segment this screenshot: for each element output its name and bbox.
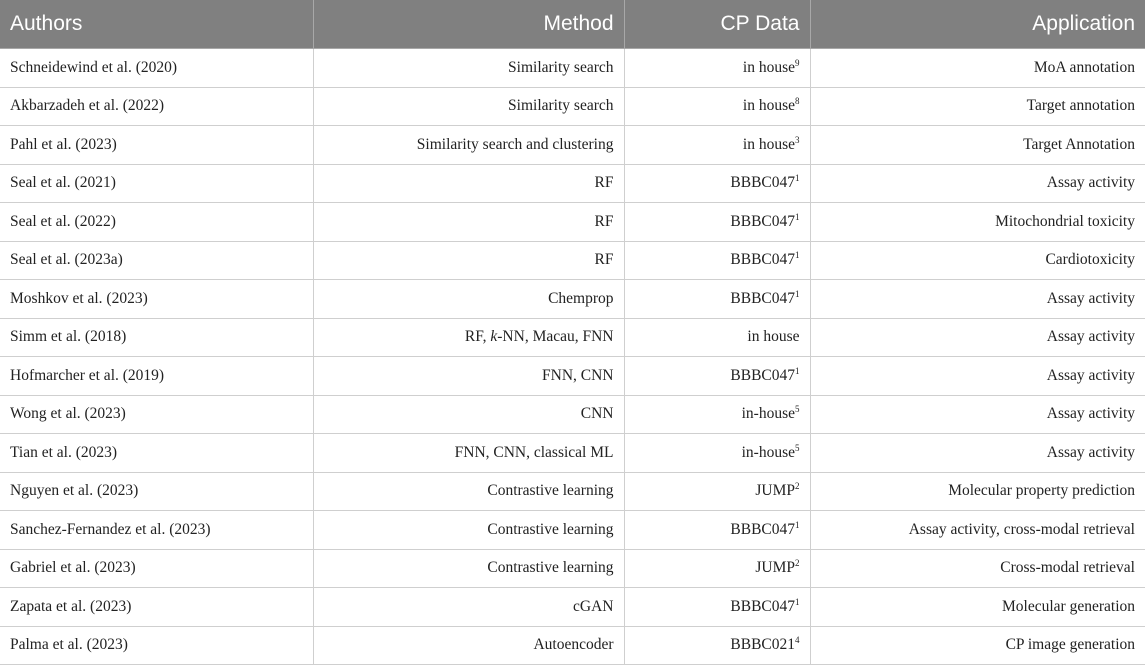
cell-cp-data (624, 395, 810, 434)
cell-application: Assay activity (810, 280, 1145, 319)
footnote-marker: 4 (795, 635, 800, 646)
cell-method (313, 318, 624, 357)
cp-data-text: BBBC047 (730, 174, 795, 192)
cell-cp-data (624, 357, 810, 396)
cell-cp-data (624, 49, 810, 88)
cp-data-text: BBBC047 (730, 520, 795, 538)
cell-authors: Moshkov et al. (2023) (0, 280, 313, 319)
cp-data-text: BBBC047 (730, 366, 795, 384)
cell-cp-data (624, 434, 810, 473)
table-row (0, 511, 1145, 550)
cell-method: Similarity search (313, 87, 624, 126)
cell-authors: Nguyen et al. (2023) (0, 472, 313, 511)
footnote-marker: 1 (795, 211, 800, 222)
cell-cp-data (624, 203, 810, 242)
cell-cp-data (624, 126, 810, 165)
table-row (0, 472, 1145, 511)
cp-data-text: in house (747, 328, 800, 346)
footnote-marker: 5 (795, 404, 800, 415)
cell-application: MoA annotation (810, 49, 1145, 88)
cell-authors: Seal et al. (2023a) (0, 241, 313, 280)
cp-data-text: BBBC047 (730, 251, 795, 269)
cp-data-text: in house (742, 58, 795, 76)
cell-cp-data (624, 588, 810, 627)
header-application: Application (810, 0, 1145, 49)
cell-cp-data (624, 626, 810, 665)
cell-authors: Gabriel et al. (2023) (0, 549, 313, 588)
table-body (0, 49, 1145, 665)
cell-application: Cross-modal retrieval (810, 549, 1145, 588)
cp-data-text: in-house (741, 443, 795, 461)
cell-cp-data (624, 280, 810, 319)
cell-method: Contrastive learning (313, 511, 624, 550)
cell-method: RF (313, 203, 624, 242)
cell-authors: Palma et al. (2023) (0, 626, 313, 665)
cell-cp-data (624, 511, 810, 550)
cell-application: Assay activity (810, 434, 1145, 473)
cell-application: CP image generation (810, 626, 1145, 665)
footnote-marker: 1 (795, 173, 800, 184)
header-authors: Authors (0, 0, 313, 49)
footnote-marker: 1 (795, 250, 800, 261)
cell-authors: Schneidewind et al. (2020) (0, 49, 313, 88)
table-row (0, 126, 1145, 165)
method-text-italic: k (490, 328, 498, 346)
table-row (0, 626, 1145, 665)
table-row (0, 395, 1145, 434)
cell-method: Contrastive learning (313, 549, 624, 588)
table-row (0, 87, 1145, 126)
cell-authors: Tian et al. (2023) (0, 434, 313, 473)
cell-application: Assay activity (810, 164, 1145, 203)
cp-data-text: JUMP (755, 482, 795, 500)
cell-method: FNN, CNN (313, 357, 624, 396)
footnote-marker: 1 (795, 519, 800, 530)
table-row (0, 549, 1145, 588)
cell-cp-data (624, 472, 810, 511)
cell-application: Molecular property prediction (810, 472, 1145, 511)
cell-cp-data (624, 318, 810, 357)
cell-application: Mitochondrial toxicity (810, 203, 1145, 242)
cp-data-text: JUMP (755, 559, 795, 577)
footnote-marker: 1 (795, 288, 800, 299)
table-row (0, 241, 1145, 280)
footnote-marker: 2 (795, 558, 800, 569)
cell-cp-data (624, 164, 810, 203)
cell-method: RF (313, 164, 624, 203)
footnote-marker: 9 (795, 57, 800, 68)
cell-application: Assay activity (810, 357, 1145, 396)
header-cp-data: CP Data (624, 0, 810, 49)
cell-method: RF (313, 241, 624, 280)
table-row (0, 280, 1145, 319)
cell-authors: Pahl et al. (2023) (0, 126, 313, 165)
cell-authors: Simm et al. (2018) (0, 318, 313, 357)
table-row (0, 588, 1145, 627)
cell-authors: Akbarzadeh et al. (2022) (0, 87, 313, 126)
cell-method: Autoencoder (313, 626, 624, 665)
cell-method: Chemprop (313, 280, 624, 319)
table-row (0, 318, 1145, 357)
cell-cp-data (624, 87, 810, 126)
cell-method: Similarity search and clustering (313, 126, 624, 165)
cell-authors: Wong et al. (2023) (0, 395, 313, 434)
table-row (0, 434, 1145, 473)
footnote-marker: 8 (795, 96, 800, 107)
cell-authors: Seal et al. (2022) (0, 203, 313, 242)
cp-data-text: in house (742, 135, 795, 153)
cell-method: Similarity search (313, 49, 624, 88)
footnote-marker: 2 (795, 481, 800, 492)
cell-cp-data (624, 241, 810, 280)
cp-data-text: in house (742, 97, 795, 115)
cell-application: Assay activity, cross-modal retrieval (810, 511, 1145, 550)
cell-application: Assay activity (810, 395, 1145, 434)
footnote-marker: 1 (795, 365, 800, 376)
footnote-marker: 3 (795, 134, 800, 145)
cell-application: Molecular generation (810, 588, 1145, 627)
cell-method: CNN (313, 395, 624, 434)
cell-authors: Zapata et al. (2023) (0, 588, 313, 627)
method-text-post: -NN, Macau, FNN (497, 328, 614, 346)
method-text-pre: RF, (464, 328, 491, 346)
header-method: Method (313, 0, 624, 49)
cell-application: Target Annotation (810, 126, 1145, 165)
cell-cp-data (624, 549, 810, 588)
cell-application: Target annotation (810, 87, 1145, 126)
cell-authors: Seal et al. (2021) (0, 164, 313, 203)
cell-application: Assay activity (810, 318, 1145, 357)
cell-authors: Sanchez-Fernandez et al. (2023) (0, 511, 313, 550)
table-row (0, 357, 1145, 396)
footnote-marker: 5 (795, 442, 800, 453)
cp-data-text: BBBC047 (730, 289, 795, 307)
cell-method: FNN, CNN, classical ML (313, 434, 624, 473)
cp-data-text: in-house (741, 405, 795, 423)
table-row (0, 49, 1145, 88)
table-header (0, 0, 1145, 49)
cell-method: Contrastive learning (313, 472, 624, 511)
cp-data-text: BBBC047 (730, 212, 795, 230)
cell-method: cGAN (313, 588, 624, 627)
table-row (0, 203, 1145, 242)
cell-authors: Hofmarcher et al. (2019) (0, 357, 313, 396)
cp-data-text: BBBC047 (730, 597, 795, 615)
cell-application: Cardiotoxicity (810, 241, 1145, 280)
table-row (0, 164, 1145, 203)
cp-data-text: BBBC021 (730, 636, 795, 654)
footnote-marker: 1 (795, 596, 800, 607)
header-row (0, 0, 1145, 49)
